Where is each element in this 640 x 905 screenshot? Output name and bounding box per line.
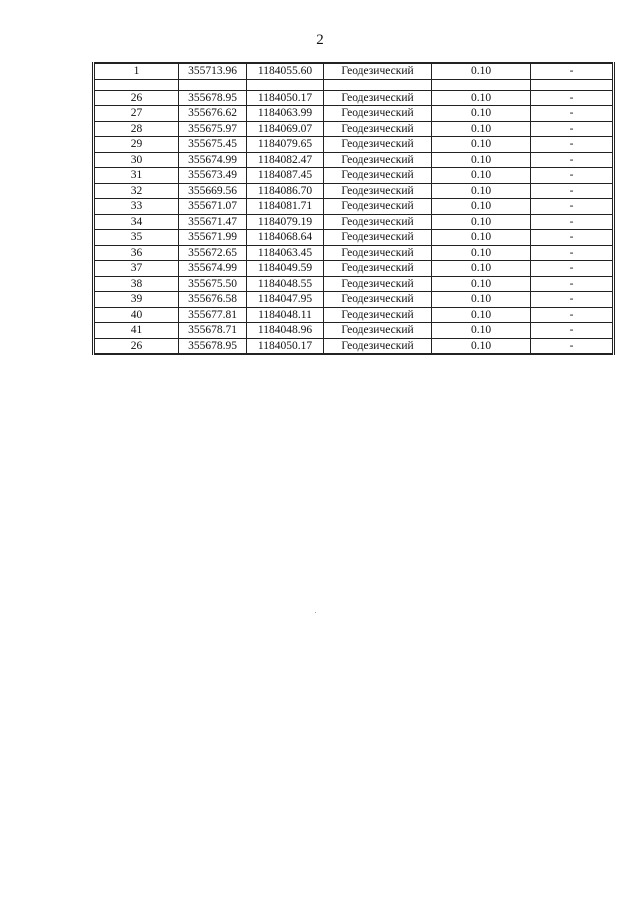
- description-cell: -: [531, 183, 614, 199]
- table-row: [94, 261, 614, 277]
- accuracy-cell: 0.10: [432, 276, 531, 292]
- accuracy-cell: 0.10: [432, 307, 531, 323]
- method-cell: [324, 79, 432, 90]
- description-cell: -: [531, 338, 614, 354]
- x-coordinate-cell: 355675.97: [179, 121, 247, 137]
- table-row: [94, 214, 614, 230]
- x-coordinate-cell: 355676.58: [179, 292, 247, 308]
- table-row: [94, 307, 614, 323]
- y-coordinate-cell: [247, 79, 324, 90]
- table-row: [94, 338, 614, 354]
- y-coordinate-cell: 1184047.95: [247, 292, 324, 308]
- method-cell: Геодезический: [324, 183, 432, 199]
- y-coordinate-cell: 1184049.59: [247, 261, 324, 277]
- description-cell: -: [531, 168, 614, 184]
- table-row: [94, 230, 614, 246]
- point-number-cell: 37: [94, 261, 179, 277]
- table-row: [94, 63, 614, 79]
- y-coordinate-cell: 1184048.55: [247, 276, 324, 292]
- method-cell: Геодезический: [324, 245, 432, 261]
- accuracy-cell: 0.10: [432, 199, 531, 215]
- description-cell: -: [531, 307, 614, 323]
- table-row: [94, 183, 614, 199]
- point-number-cell: 1: [94, 63, 179, 79]
- scan-speck: [315, 612, 316, 613]
- method-cell: Геодезический: [324, 276, 432, 292]
- point-number-cell: 36: [94, 245, 179, 261]
- x-coordinate-cell: 355674.99: [179, 152, 247, 168]
- method-cell: Геодезический: [324, 323, 432, 339]
- y-coordinate-cell: 1184079.19: [247, 214, 324, 230]
- point-number-cell: 30: [94, 152, 179, 168]
- accuracy-cell: 0.10: [432, 214, 531, 230]
- table-row: [94, 276, 614, 292]
- method-cell: Геодезический: [324, 214, 432, 230]
- x-coordinate-cell: 355669.56: [179, 183, 247, 199]
- point-number-cell: 38: [94, 276, 179, 292]
- table-row: [94, 121, 614, 137]
- accuracy-cell: 0.10: [432, 152, 531, 168]
- x-coordinate-cell: 355676.62: [179, 106, 247, 122]
- x-coordinate-cell: 355713.96: [179, 63, 247, 79]
- accuracy-cell: 0.10: [432, 323, 531, 339]
- accuracy-cell: 0.10: [432, 261, 531, 277]
- method-cell: Геодезический: [324, 292, 432, 308]
- description-cell: [531, 79, 614, 90]
- y-coordinate-cell: 1184081.71: [247, 199, 324, 215]
- table-row: [94, 106, 614, 122]
- method-cell: Геодезический: [324, 338, 432, 354]
- point-number-cell: 39: [94, 292, 179, 308]
- y-coordinate-cell: 1184068.64: [247, 230, 324, 246]
- y-coordinate-cell: 1184055.60: [247, 63, 324, 79]
- description-cell: -: [531, 152, 614, 168]
- method-cell: Геодезический: [324, 121, 432, 137]
- accuracy-cell: 0.10: [432, 90, 531, 106]
- point-number-cell: 26: [94, 90, 179, 106]
- table-row: [94, 292, 614, 308]
- coordinates-table-body: [94, 63, 614, 354]
- point-number-cell: 33: [94, 199, 179, 215]
- accuracy-cell: 0.10: [432, 168, 531, 184]
- description-cell: -: [531, 245, 614, 261]
- y-coordinate-cell: 1184087.45: [247, 168, 324, 184]
- description-cell: -: [531, 292, 614, 308]
- x-coordinate-cell: [179, 79, 247, 90]
- method-cell: Геодезический: [324, 199, 432, 215]
- accuracy-cell: 0.10: [432, 230, 531, 246]
- y-coordinate-cell: 1184048.11: [247, 307, 324, 323]
- table-row: [94, 90, 614, 106]
- y-coordinate-cell: 1184048.96: [247, 323, 324, 339]
- x-coordinate-cell: 355678.95: [179, 338, 247, 354]
- y-coordinate-cell: 1184050.17: [247, 90, 324, 106]
- method-cell: Геодезический: [324, 230, 432, 246]
- point-number-cell: 26: [94, 338, 179, 354]
- point-number-cell: 40: [94, 307, 179, 323]
- y-coordinate-cell: 1184086.70: [247, 183, 324, 199]
- accuracy-cell: [432, 79, 531, 90]
- accuracy-cell: 0.10: [432, 63, 531, 79]
- x-coordinate-cell: 355678.71: [179, 323, 247, 339]
- y-coordinate-cell: 1184069.07: [247, 121, 324, 137]
- y-coordinate-cell: 1184050.17: [247, 338, 324, 354]
- point-number-cell: 35: [94, 230, 179, 246]
- coordinates-table: [92, 62, 615, 355]
- point-number-cell: 41: [94, 323, 179, 339]
- accuracy-cell: 0.10: [432, 106, 531, 122]
- point-number-cell: 31: [94, 168, 179, 184]
- y-coordinate-cell: 1184063.45: [247, 245, 324, 261]
- page-number: 2: [316, 32, 324, 48]
- description-cell: -: [531, 214, 614, 230]
- description-cell: -: [531, 323, 614, 339]
- table-row: [94, 79, 614, 90]
- x-coordinate-cell: 355673.49: [179, 168, 247, 184]
- accuracy-cell: 0.10: [432, 121, 531, 137]
- x-coordinate-cell: 355677.81: [179, 307, 247, 323]
- x-coordinate-cell: 355675.45: [179, 137, 247, 153]
- x-coordinate-cell: 355671.47: [179, 214, 247, 230]
- y-coordinate-cell: 1184079.65: [247, 137, 324, 153]
- description-cell: -: [531, 199, 614, 215]
- y-coordinate-cell: 1184063.99: [247, 106, 324, 122]
- accuracy-cell: 0.10: [432, 245, 531, 261]
- table-row: [94, 168, 614, 184]
- x-coordinate-cell: 355671.07: [179, 199, 247, 215]
- method-cell: Геодезический: [324, 152, 432, 168]
- x-coordinate-cell: 355674.99: [179, 261, 247, 277]
- accuracy-cell: 0.10: [432, 183, 531, 199]
- method-cell: Геодезический: [324, 106, 432, 122]
- x-coordinate-cell: 355678.95: [179, 90, 247, 106]
- x-coordinate-cell: 355671.99: [179, 230, 247, 246]
- point-number-cell: 28: [94, 121, 179, 137]
- x-coordinate-cell: 355672.65: [179, 245, 247, 261]
- description-cell: -: [531, 137, 614, 153]
- table-row: [94, 199, 614, 215]
- method-cell: Геодезический: [324, 90, 432, 106]
- method-cell: Геодезический: [324, 261, 432, 277]
- description-cell: -: [531, 90, 614, 106]
- point-number-cell: [94, 79, 179, 90]
- table-row: [94, 323, 614, 339]
- point-number-cell: 29: [94, 137, 179, 153]
- x-coordinate-cell: 355675.50: [179, 276, 247, 292]
- point-number-cell: 32: [94, 183, 179, 199]
- accuracy-cell: 0.10: [432, 338, 531, 354]
- description-cell: -: [531, 106, 614, 122]
- table-row: [94, 152, 614, 168]
- description-cell: -: [531, 121, 614, 137]
- point-number-cell: 34: [94, 214, 179, 230]
- description-cell: -: [531, 63, 614, 79]
- description-cell: -: [531, 230, 614, 246]
- method-cell: Геодезический: [324, 63, 432, 79]
- method-cell: Геодезический: [324, 307, 432, 323]
- accuracy-cell: 0.10: [432, 292, 531, 308]
- method-cell: Геодезический: [324, 168, 432, 184]
- accuracy-cell: 0.10: [432, 137, 531, 153]
- point-number-cell: 27: [94, 106, 179, 122]
- description-cell: -: [531, 261, 614, 277]
- description-cell: -: [531, 276, 614, 292]
- y-coordinate-cell: 1184082.47: [247, 152, 324, 168]
- table-row: [94, 245, 614, 261]
- method-cell: Геодезический: [324, 137, 432, 153]
- table-row: [94, 137, 614, 153]
